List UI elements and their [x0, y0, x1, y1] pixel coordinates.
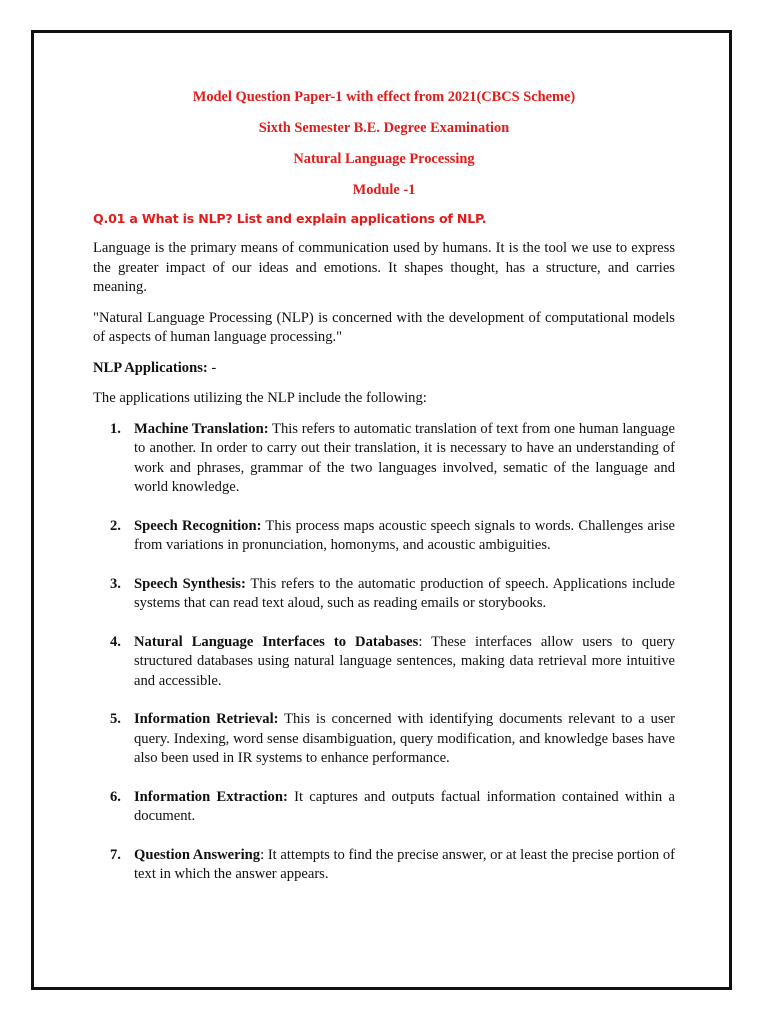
header-semester: Sixth Semester B.E. Degree Examination — [258, 120, 510, 136]
applications-list — [93, 420, 675, 885]
list-item-term: Information Retrieval: — [134, 711, 279, 727]
applications-heading-label: NLP Applications: — [93, 359, 208, 376]
question-heading: Q.01 a What is NLP? List and explain applications of NLP. — [93, 211, 487, 226]
list-item-information-retrieval — [93, 710, 675, 769]
list-item-term: Machine Translation: — [134, 420, 269, 437]
list-item-text: It captures and outputs factual information contained within a document. — [134, 788, 675, 824]
list-item-text: This is concerned with identifying documents relevant to a user query. Indexing, word sense disambiguation, query modification, and knowledge bases have also been used in IR systems to enhance performance. — [134, 711, 675, 766]
intro-paragraph: Language is the primary means of communication used by humans. It is the tool we use to express the greater impact of our ideas and emotions. It shapes thought, has a structure, and carries meaning. — [93, 240, 675, 295]
list-item-term: Speech Recognition: — [134, 517, 262, 534]
list-item-text: This process maps acoustic speech signals to words. Challenges arise from variations in pronunciation, homonyms, and acoustic ambiguities. — [134, 517, 675, 553]
list-item-number: 3. — [110, 575, 121, 592]
list-item-number: 2. — [110, 517, 121, 534]
list-item-machine-translation — [93, 420, 675, 498]
list-item-number: 4. — [110, 633, 121, 650]
list-item-speech-synthesis — [93, 575, 675, 614]
header-module: Module -1 — [352, 182, 416, 198]
list-item-question-answering — [93, 846, 675, 885]
list-item-text: This refers to automatic translation of text from one human language to another. In order to carry out their translation, it is necessary to have an understanding of work and phrases, grammar of the two languages involved, sematic of the language and world knowledge. — [134, 420, 675, 495]
header-title: Model Question Paper-1 with effect from 2021(CBCS Scheme) — [192, 89, 576, 105]
applications-heading — [93, 359, 675, 379]
list-item-term: Information Extraction: — [134, 788, 288, 805]
list-item-number: 6. — [110, 788, 121, 805]
list-item-nl-interfaces — [93, 633, 675, 692]
list-item-text: : It attempts to find the precise answer, or at least the precise portion of text in which the answer appears. — [134, 846, 676, 882]
header-subject: Natural Language Processing — [293, 151, 475, 167]
list-item-number: 1. — [110, 420, 121, 437]
list-item-term: Speech Synthesis: — [134, 575, 246, 592]
applications-intro: The applications utilizing the NLP include the following: — [93, 390, 427, 406]
list-item-number: 7. — [110, 846, 121, 863]
list-item-term: Question Answering — [134, 846, 261, 863]
list-item-number: 5. — [110, 711, 121, 727]
list-item-speech-recognition — [93, 517, 675, 556]
list-item-text: This refers to the automatic production of speech. Applications include systems that can read text aloud, such as reading emails or storybooks. — [134, 575, 675, 611]
applications-heading-suffix: - — [207, 359, 217, 376]
document-body — [93, 84, 675, 904]
list-item-text: : These interfaces allow users to query structured databases using natural language sentences, making data retrieval more intuitive and accessible. — [134, 633, 675, 689]
list-item-term: Natural Language Interfaces to Databases — [134, 633, 419, 650]
list-item-information-extraction — [93, 788, 675, 827]
definition-paragraph: "Natural Language Processing (NLP) is concerned with the development of computational models of aspects of human language processing." — [93, 309, 675, 345]
